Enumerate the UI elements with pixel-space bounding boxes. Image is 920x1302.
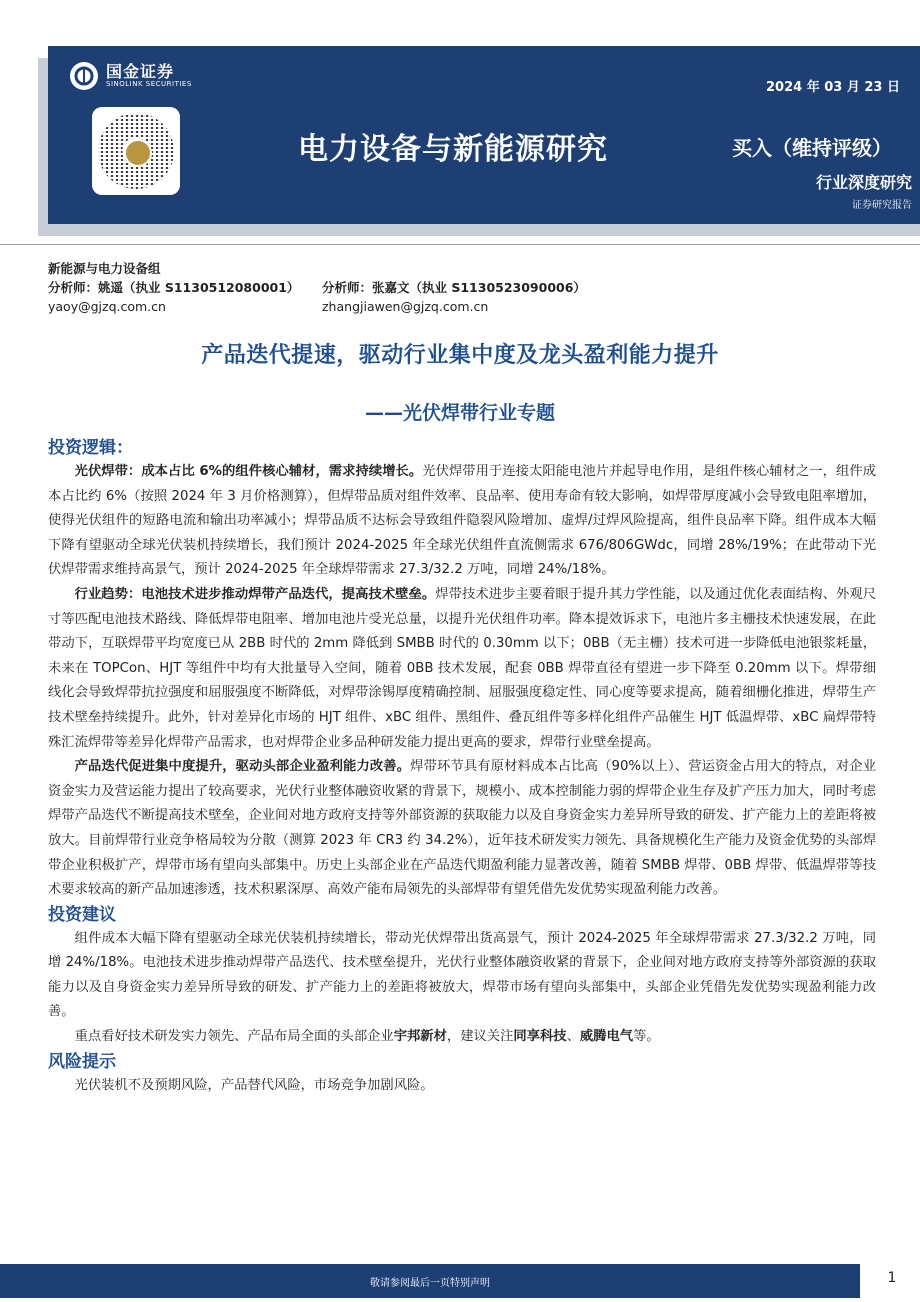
paragraph-logic-3 <box>48 755 876 903</box>
qr-code-icon <box>92 107 180 195</box>
section-risk: 风险提示 <box>48 1051 116 1072</box>
lead-sentence: 光伏焊带：成本占比 6%的组件核心辅材，需求持续增长。 <box>74 464 423 479</box>
lead-sentence: 行业趋势：电池技术进步推动焊带产品迭代，提高技术壁垒。 <box>74 586 436 602</box>
analyst-block <box>48 259 586 316</box>
header-divider <box>0 244 920 245</box>
company-tongxiang: 同享科技 <box>513 1029 567 1045</box>
paragraph-text: 焊带环节具有原材料成本占比高（90%以上）、营运资金占用大的特点，对企业资金实力及营运能力提出了较高要求，光伏行业整体融资收紧的背景下，规模小、成本控制能力弱的焊带企业生存及扩产压力加大，同时考虑焊带产品迭代不断提高技术壁垒，企业间对地方政府支持等外部资源的获取能力以及自身资金实力差异所导致的研发、扩产能力上的差距将被放大。目前焊带行业竞争格局较为分散（测算 2023 年 CR3 约 34.2%），近年技术研发实力领先、具备规模化生产能力及资金优势的头部焊带企业积极扩产，焊带市场有望向头部集中。历史上头部企业在产品迭代期盈利能力显著改善，随着 SMBB 焊带、0BB 焊带、低温焊带等技术要求较高的新产品加速渗透，技术积累深厚、高效产能布局领先的头部焊带有望凭借先发优势实现盈利能力改善。 <box>48 759 876 898</box>
analyst-2-email[interactable]: zhangjiawen@gjzq.com.cn <box>322 299 489 314</box>
company-yubang: 宇邦新材 <box>393 1029 447 1045</box>
paragraph-advice-1: 组件成本大幅下降有望驱动全球光伏装机持续增长，带动光伏焊带出货高景气，预计 2024-2025 年全球焊带需求 27.3/32.2 万吨，同增 24%/18%。电池技术进步推动焊带产品迭代、技术壁垒提升，光伏行业整体融资收紧的背景下，企业间对地方政府支持等外部资源的获取能力以及自身资金实力差异所导致的研发、扩产能力上的差距将被放大，焊带市场有望向头部集中，头部企业凭借先发优势实现盈利能力改善。 <box>48 930 876 1020</box>
sub-title: ——光伏焊带行业专题 <box>364 402 555 424</box>
page-number: 1 <box>887 1270 897 1286</box>
section-investment-advice: 投资建议 <box>48 904 116 925</box>
analyst-1-email[interactable]: yaoy@gjzq.com.cn <box>48 299 166 314</box>
advice-text: 等。 <box>633 1029 660 1045</box>
advice-text: 重点看好技术研发实力领先、产品布局全面的头部企业 <box>74 1029 394 1045</box>
report-body <box>48 436 876 1098</box>
report-date: 2024 年 03 月 23 日 <box>766 80 900 95</box>
paragraph-risk: 光伏装机不及预期风险，产品替代风险，市场竞争加剧风险。 <box>74 1077 434 1093</box>
footer-notice[interactable]: 敬请参阅最后一页特别声明 <box>370 1277 490 1289</box>
analyst-1: 分析师：姚遥（执业 S1130512080001） <box>48 280 300 295</box>
advice-text: ，建议关注 <box>446 1029 514 1045</box>
logo-emblem-icon <box>70 62 98 90</box>
footer-bar <box>0 1264 860 1298</box>
rating-label: 买入（维持评级） <box>732 136 892 160</box>
paragraph-logic-1 <box>48 460 876 583</box>
paragraph-advice-2 <box>48 1025 876 1050</box>
paragraph-text: 光伏焊带用于连接太阳能电池片并起导电作用，是组件核心辅材之一，组件成本占比约 6%（按照 2024 年 3 月价格测算），但焊带品质对组件效率、良品率、使用寿命有较大影响，如焊带厚度减小会导致电阻率增加，使得光伏组件的短路电流和输出功率减小；焊带品质不达标会导致组件隐裂风险增加、虚焊/过焊风险提高，组件良品率下降。组件成本大幅下降有望驱动全球光伏装机持续增长，我们预计 2024-2025 年全球光伏组件直流侧需求 676/806GWdc，同增 28%/19%；在此带动下光伏焊带需求维持高景气，预计 2024-2025 年全球焊带需求 27.3/32.2 万吨，同增 24%/18%。 <box>48 464 876 578</box>
lead-sentence: 产品迭代促进集中度提升，驱动头部企业盈利能力改善。 <box>74 759 411 775</box>
sinolink-logo <box>70 62 192 90</box>
report-title: 电力设备与新能源研究 <box>298 132 608 167</box>
company-weiteng: 威腾电气 <box>579 1029 634 1045</box>
section-investment-logic: 投资逻辑： <box>48 438 133 458</box>
logo-name-cn: 国金证券 <box>106 62 175 82</box>
logo-name-en: SINOLINK SECURITIES <box>106 79 192 88</box>
report-kind: 证券研究报告 <box>852 200 912 211</box>
advice-text: 、 <box>566 1029 580 1045</box>
paragraph-logic-2 <box>48 583 876 755</box>
analyst-2: 分析师：张嘉文（执业 S1130523090006） <box>322 280 586 295</box>
paragraph-text: 焊带技术进步主要着眼于提升其力学性能，以及通过优化表面结构、外观尺寸等匹配电池技术路线、降低焊带电阻率、增加电池片受光总量，以提升光伏组件功率。降本提效诉求下，电池片多主栅技术快速发展，在此带动下，互联焊带平均宽度已从 2BB 时代的 2mm 降低到 SMBB 时代的 0.30mm 以下；0BB（无主栅）技术可进一步降低电池银浆耗量，未来在 TOPCon、HJT 等组件中均有大批量导入空间，随着 0BB 技术发展，配套 0BB 焊带直径有望进一步下降至 0.20mm 以下。焊带细线化会导致焊带抗拉强度和屈服强度不断降低，对焊带涂锡厚度精确控制、屈服强度稳定性、同心度等要求提高，随着细栅化推进，焊带生产技术壁垒持续提升。此外，针对差异化市场的 HJT 组件、xBC 组件、黑组件、叠瓦组件等多样化组件产品催生 HJT 低温焊带、xBC 扁焊带特殊汇流焊带等差异化焊带产品需求，也对焊带企业多品种研发能力提出更高的要求，焊带行业壁垒提高。 <box>48 586 877 750</box>
main-title: 产品迭代提速，驱动行业集中度及龙头盈利能力提升 <box>201 343 719 368</box>
report-type: 行业深度研究 <box>815 173 912 192</box>
team-name: 新能源与电力设备组 <box>48 261 161 276</box>
